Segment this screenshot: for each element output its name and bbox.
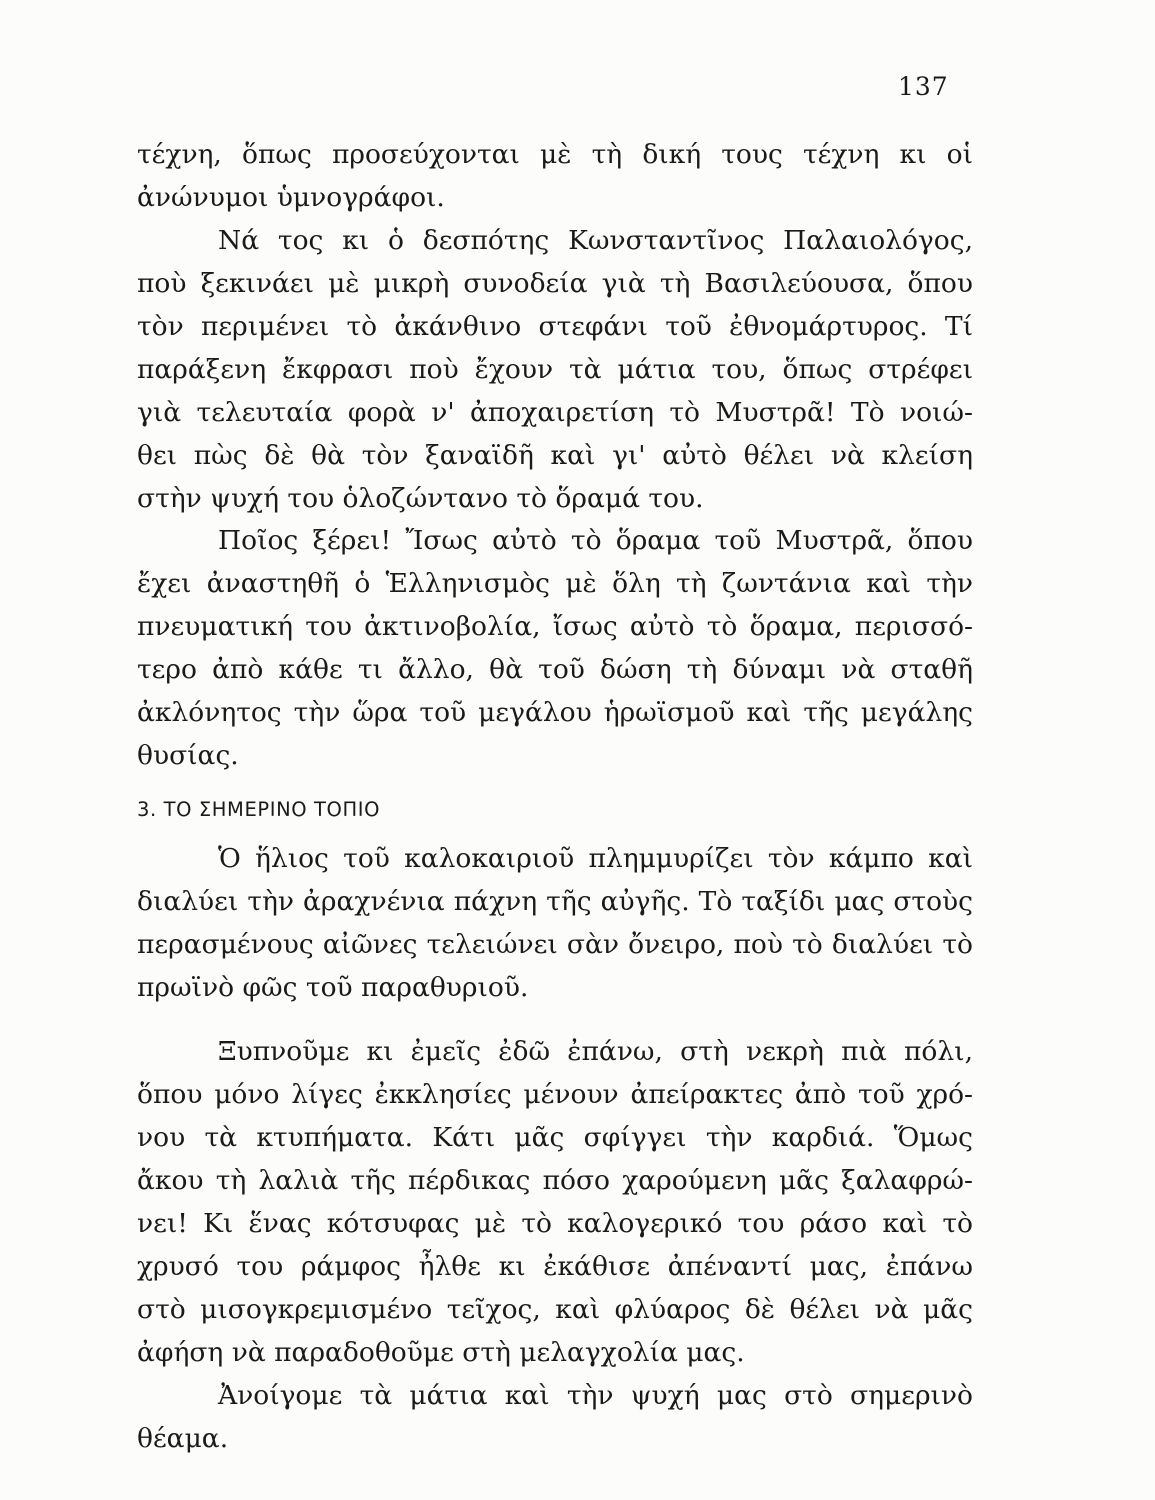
text-line: ἀφήση νὰ παραδοθοῦμε στὴ μελαγχολία μας. bbox=[137, 1337, 745, 1368]
text-line: Ἀνοίγομε τὰ μάτια καὶ τὴν ψυχή μας στὸ σημερινὸ bbox=[218, 1380, 973, 1411]
text-line: Νά τος κι ὁ δεσπότης Κωνσταντῖνος Παλαιολόγος, bbox=[218, 225, 973, 256]
text-line: τὸν περιμένει τὸ ἀκάνθινο στεφάνι τοῦ ἐθνομάρτυρος. Τί bbox=[137, 311, 973, 342]
text-line: θέαμα. bbox=[137, 1423, 229, 1454]
text-line: ἀνώνυμοι ὑμνογράφοι. bbox=[137, 182, 445, 213]
text-line: νου τὰ κτυπήματα. Κάτι μᾶς σφίγγει τὴν καρδιά. Ὅμως bbox=[137, 1122, 973, 1153]
section-heading: 3. ΤΟ ΣΗΜΕΡΙΝΟ ΤΟΠΙΟ bbox=[137, 798, 381, 821]
text-line: ὅπου μόνο λίγες ἐκκλησίες μένουν ἀπείρακτες ἀπὸ τοῦ χρό- bbox=[137, 1079, 973, 1110]
text-line: ἔχει ἀναστηθῆ ὁ Ἑλληνισμὸς μὲ ὅλη τὴ ζωντάνια καὶ τὴν bbox=[137, 568, 973, 599]
text-line: ἀκλόνητος τὴν ὥρα τοῦ μεγάλου ἡρωϊσμοῦ καὶ τῆς μεγάλης bbox=[137, 697, 973, 728]
text-line: θυσίας. bbox=[137, 740, 239, 771]
text-line: στὴν ψυχή του ὁλοζώντανο τὸ ὅραμά του. bbox=[137, 483, 704, 514]
text-line: χρυσό του ράμφος ἦλθε κι ἐκάθισε ἀπέναντί μας, ἐπάνω bbox=[137, 1251, 973, 1282]
page-number: 137 bbox=[898, 72, 949, 101]
text-line: τέχνη, ὅπως προσεύχονται μὲ τὴ δική τους τέχνη κι οἱ bbox=[137, 139, 973, 170]
text-line: Ποῖος ξέρει! Ἴσως αὐτὸ τὸ ὅραμα τοῦ Μυστρᾶ, ὅπου bbox=[218, 525, 973, 556]
text-line: περασμένους αἰῶνες τελειώνει σὰν ὄνειρο, ποὺ τὸ διαλύει τὸ bbox=[137, 929, 973, 960]
text-line: πρωϊνὸ φῶς τοῦ παραθυριοῦ. bbox=[137, 972, 529, 1003]
text-line: τερο ἀπὸ κάθε τι ἄλλο, θὰ τοῦ δώση τὴ δύναμι νὰ σταθῆ bbox=[137, 654, 973, 685]
text-line: ἄκου τὴ λαλιὰ τῆς πέρδικας πόσο χαρούμενη μᾶς ξαλαφρώ- bbox=[137, 1165, 973, 1196]
text-line: ποὺ ξεκινάει μὲ μικρὴ συνοδεία γιὰ τὴ Βασιλεύουσα, ὅπου bbox=[137, 268, 973, 299]
text-line: παράξενη ἔκφρασι ποὺ ἔχουν τὰ μάτια του, ὅπως στρέφει bbox=[137, 354, 973, 385]
text-line: Ξυπνοῦμε κι ἐμεῖς ἐδῶ ἐπάνω, στὴ νεκρὴ πιὰ πόλι, bbox=[218, 1036, 973, 1067]
text-line: διαλύει τὴν ἀραχνένια πάχνη τῆς αὐγῆς. Τὸ ταξίδι μας στοὺς bbox=[137, 886, 973, 917]
text-line: θει πὼς δὲ θὰ τὸν ξαναϊδῆ καὶ γι' αὐτὸ θέλει νὰ κλείση bbox=[137, 440, 973, 471]
text-line: νει! Κι ἕνας κότσυφας μὲ τὸ καλογερικό του ράσο καὶ τὸ bbox=[137, 1208, 973, 1239]
text-line: στὸ μισογκρεμισμένο τεῖχος, καὶ φλύαρος δὲ θέλει νὰ μᾶς bbox=[137, 1294, 973, 1325]
text-line: πνευματική του ἀκτινοβολία, ἴσως αὐτὸ τὸ ὅραμα, περισσό- bbox=[137, 611, 973, 642]
text-line: Ὁ ἥλιος τοῦ καλοκαιριοῦ πλημμυρίζει τὸν κάμπο καὶ bbox=[218, 843, 973, 874]
text-line: γιὰ τελευταία φορὰ ν' ἀποχαιρετίση τὸ Μυστρᾶ! Τὸ νοιώ- bbox=[137, 397, 973, 428]
